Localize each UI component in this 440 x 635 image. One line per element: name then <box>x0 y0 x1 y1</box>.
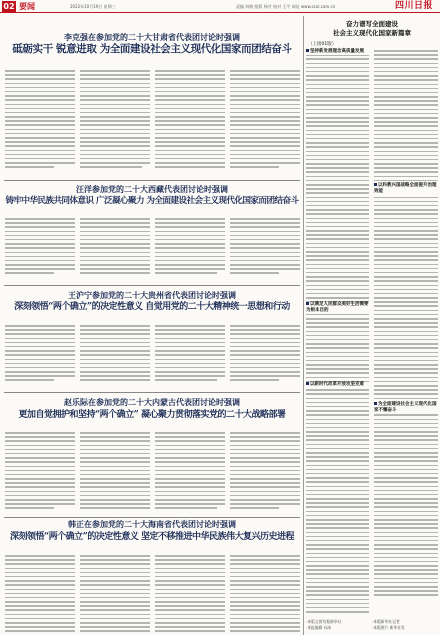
text-column <box>155 218 225 277</box>
text-column <box>306 50 369 615</box>
article-1-headline: 砥砺实干 锐意进取 为全面建设社会主义现代化国家而团结奋斗 <box>12 43 292 55</box>
footer-credit: ·本报编辑 孙冰 <box>306 625 332 630</box>
text-column <box>80 555 150 635</box>
article-3-headline: 深刻领悟“两个确立”的决定性意义 自觉用党的二十大精神统一思想和行动 <box>14 302 290 312</box>
bullet-icon <box>306 302 309 305</box>
newspaper-logo: 四川日报 <box>395 1 434 11</box>
article-divider <box>4 285 300 286</box>
article-4-headline: 更加自觉拥护和坚持“两个确立” 凝心聚力贯彻落实党的二十大战略部署 <box>18 410 286 420</box>
column-separator <box>303 16 304 635</box>
text-column <box>230 218 300 277</box>
text-column <box>80 432 150 512</box>
footer-credits <box>306 618 438 634</box>
text-column <box>80 325 150 384</box>
article-2-headline: 铸牢中华民族共同体意识 广泛凝心聚力 为全面建设社会主义现代化国家而团结奋斗 <box>5 196 299 206</box>
text-column <box>5 325 75 384</box>
bullet-icon <box>306 382 309 385</box>
article-5-kicker: 韩正在参加党的二十大海南省代表团讨论时强调 <box>68 519 236 529</box>
article-4-kicker: 赵乐际在参加党的二十大内蒙古代表团讨论时强调 <box>64 397 240 407</box>
bullet-icon <box>374 402 377 405</box>
sidebar-section-heading: 以满足人民群众美好生活需要为根本目的 <box>306 302 369 313</box>
text-column <box>80 218 150 277</box>
sidebar-section-heading: 为全面建设社会主义现代化国家不懈奋斗 <box>374 402 437 413</box>
sidebar-title: 奋力谱写全面建设 社会主义现代化国家新篇章 <box>333 20 411 37</box>
sidebar-section-heading: 以科教兴国战略全面提升治理效能 <box>374 183 437 194</box>
text-column <box>80 70 150 171</box>
article-1-kicker: 李克强在参加党的二十大甘肃省代表团讨论时强调 <box>64 32 240 42</box>
section-label: 要闻 <box>19 2 35 11</box>
article-divider <box>4 180 300 181</box>
article-1-body <box>5 70 301 175</box>
text-column <box>5 555 75 635</box>
text-column <box>5 70 75 171</box>
sidebar-section-heading: 坚持新发展理念高质量发展 <box>306 49 369 55</box>
text-column <box>155 555 225 635</box>
article-5-body <box>5 555 301 635</box>
text-column <box>230 555 300 635</box>
article-2-body <box>5 218 301 280</box>
issue-date: 2022年10月19日 星期三 <box>70 4 116 9</box>
bullet-icon <box>374 183 377 186</box>
article-5-headline: 深刻领悟“两个确立”的决定性意义 坚定不移推进中华民族伟大复兴历史进程 <box>10 532 294 542</box>
bullet-icon <box>306 49 309 52</box>
article-3-body <box>5 325 301 387</box>
text-column <box>5 218 75 277</box>
footer-credit: ·本版文图均据新华社 <box>306 619 342 624</box>
article-divider <box>4 517 300 518</box>
footer-credit: ·本版新华社记者 <box>372 619 400 624</box>
sidebar-section-heading: 以新时代改革开放攻坚克难 <box>306 382 369 388</box>
text-column <box>155 432 225 512</box>
editor-info: 责编 何晓 组版 杨竹 校对 王平 网址 www.scol.com.cn <box>236 4 336 9</box>
text-column <box>230 325 300 384</box>
masthead <box>0 0 440 13</box>
article-4-body <box>5 432 301 514</box>
text-column <box>5 432 75 512</box>
text-column <box>230 432 300 512</box>
text-column <box>374 50 438 599</box>
footer-credit: ·本版照片 新华社发 <box>372 625 405 630</box>
text-column <box>230 70 300 171</box>
article-2-kicker: 汪洋参加党的二十大西藏代表团讨论时强调 <box>76 184 228 194</box>
article-divider <box>4 392 300 393</box>
page-number: 02 <box>3 2 15 11</box>
text-column <box>155 325 225 384</box>
sidebar-body <box>306 50 438 625</box>
sidebar-sub-label: （上接01版） <box>308 42 337 47</box>
article-3-kicker: 王沪宁参加党的二十大贵州省代表团讨论时强调 <box>68 290 236 300</box>
text-column <box>155 70 225 171</box>
